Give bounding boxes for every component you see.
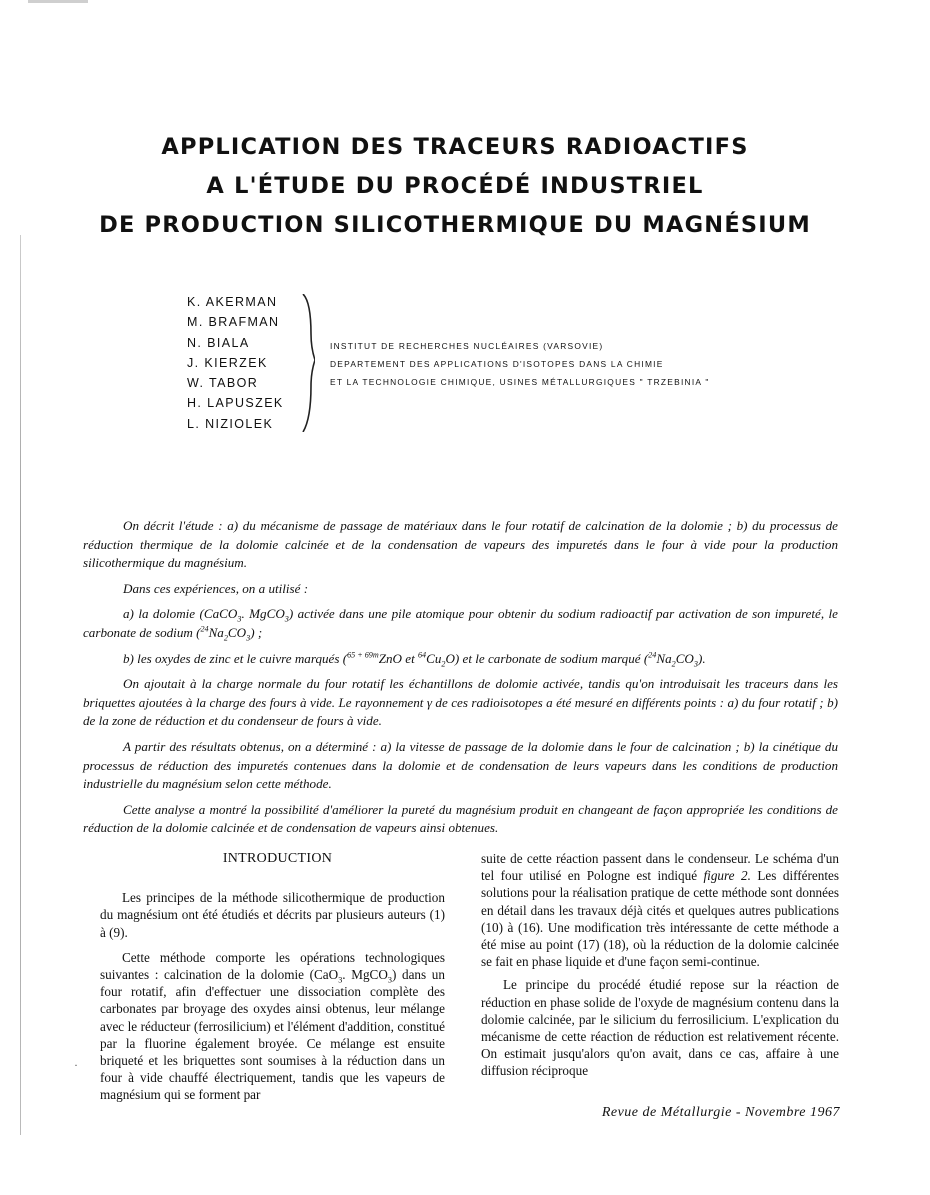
abstract-paragraph: A partir des résultats obtenus, on a déterminé : a) la vitesse de passage de la dolomie dans le four de calcination ; b) la cinétique du processus de réduction des impuretés contenues dans la dolomie et de condensation de leurs vapeurs dans les conditions de production industrielle du magnésium selon cette méthode. xyxy=(83,738,838,792)
affiliation-line-1: INSTITUT DE RECHERCHES NUCLÉAIRES (VARSOVIE) xyxy=(330,341,604,351)
section-heading: INTRODUCTION xyxy=(222,851,333,866)
scan-artifact-top xyxy=(28,0,88,3)
body-paragraph: suite de cette réaction passent dans le condenseur. Le schéma d'un tel four utilisé en Pologne est indiqué figure 2. Les différentes solutions pour la réalisation pratique de cette méthode sont données en détail dans les travaux déjà cités et quelques autres publications (10) à (16). Une modification très intéressante de cette méthode a été mise au point (17) (18), où la réduction de la dolomie calcinée se fait en phase liquide et d'une façon semi-continue. xyxy=(481,851,840,970)
title-line-1: APPLICATION DES TRACEURS RADIOACTIFS xyxy=(161,134,749,160)
body-paragraph: Les principes de la méthode silicothermique de production du magnésium ont été étudiés et décrits par plusieurs auteurs (1) à (9). xyxy=(100,890,445,940)
left-column xyxy=(100,850,445,1110)
body-paragraph: Cette méthode comporte les opérations technologiques suivantes : calcination de la dolomie (CaO$_3$. MgCO$_3$) dans un four rotatif, afin d'effectuer une dissociation complète des carbonates par broyage des oxydes ainsi obtenus, leur mélange avec le réducteur (ferrosilicium) et l'élément d'addition, constitué par la fluorine également broyée. Ce mélange est ensuite briqueté et les briquettes sont soumises à la réduction dans un four à vide chauffé électriquement, tandis que les vapeurs de magnésium qui se forment par xyxy=(100,949,445,1103)
figure-reference: figure 2. xyxy=(703,868,751,884)
abstract-paragraph: On décrit l'étude : a) du mécanisme de passage de matériaux dans le four rotatif de calcination de la dolomie ; b) du processus de réduction thermique de la dolomie calcinée et de la condensation de vapeurs des impuretés dans le four à vide pour la production silicothermique du magnésium. xyxy=(83,518,838,571)
body-paragraph: Le principe du procédé étudié repose sur la réaction de réduction en phase solide de l'oxyde de magnésium contenu dans la dolomie calcinée, par le silicium du ferrosilicium. L'explication du mécanisme de cette réaction de réduction est relativement récente. On estimait jusqu'alors qu'on avait, dans ce cas, affaire à une diffusion réciproque xyxy=(481,977,839,1079)
author: L. NIZIOLEK xyxy=(187,416,274,431)
right-column xyxy=(481,850,839,1086)
affiliation-line-3: ET LA TECHNOLOGIE CHIMIQUE, USINES MÉTALLURGIQUES " TRZEBINIA " xyxy=(330,377,710,387)
abstract-paragraph: On ajoutait à la charge normale du four rotatif les échantillons de dolomie activée, tandis qu'on introduisait les traceurs dans les briquettes ajoutées à la charge des fours à vide. Le rayonnement γ de ces radioisotopes a été mesuré en différents points : a) du four rotatif ; b) de la zone de réduction et du condenseur de fours à vide. xyxy=(83,676,838,729)
abstract-paragraph: Cette analyse a montré la possibilité d'améliorer la pureté du magnésium produit en changeant de façon appropriée les conditions de réduction de la dolomie calcinée et de condensation de vapeurs ainsi obtenues. xyxy=(83,801,838,836)
abstract-item-b: b) les oxydes de zinc et le cuivre marqués ($^{65 + 69m}$ZnO et $^{64}Cu_2O$) et le carbonate de sodium marqué $(^{24}Na_2CO_3)$. xyxy=(123,650,706,669)
affiliation xyxy=(330,337,710,391)
author: K. AKERMAN xyxy=(187,295,278,309)
abstract-paragraph: Dans ces expériences, on a utilisé : xyxy=(123,580,309,596)
author: H. LAPUSZEK xyxy=(187,396,284,411)
author-brace xyxy=(301,294,315,432)
journal-footer: Revue de Métallurgie - Novembre 1967 xyxy=(601,1105,840,1120)
author: J. KIERZEK xyxy=(187,355,268,370)
author: N. BIALA xyxy=(187,335,250,350)
author-list xyxy=(187,292,284,434)
title-line-2: A L'ÉTUDE DU PROCÉDÉ INDUSTRIEL xyxy=(206,173,704,199)
author: M. BRAFMAN xyxy=(187,315,280,330)
scan-artifact-edge xyxy=(20,235,21,1135)
margin-mark: · xyxy=(74,1058,78,1072)
abstract xyxy=(83,517,838,845)
article-title xyxy=(60,128,850,245)
title-line-3: DE PRODUCTION SILICOTHERMIQUE DU MAGNÉSIUM xyxy=(99,212,811,238)
author: W. TABOR xyxy=(187,376,259,391)
affiliation-line-2: DEPARTEMENT DES APPLICATIONS D'ISOTOPES DANS LA CHIMIE xyxy=(330,359,664,369)
abstract-item-a: a) la dolomie (CaCO$_3$. MgCO$_3$) activée dans une pile atomique pour obtenir du sodium radioactif par activation de son impureté, le carbonate de sodium $(^{24}Na_2CO_3)$ ; xyxy=(83,606,838,643)
